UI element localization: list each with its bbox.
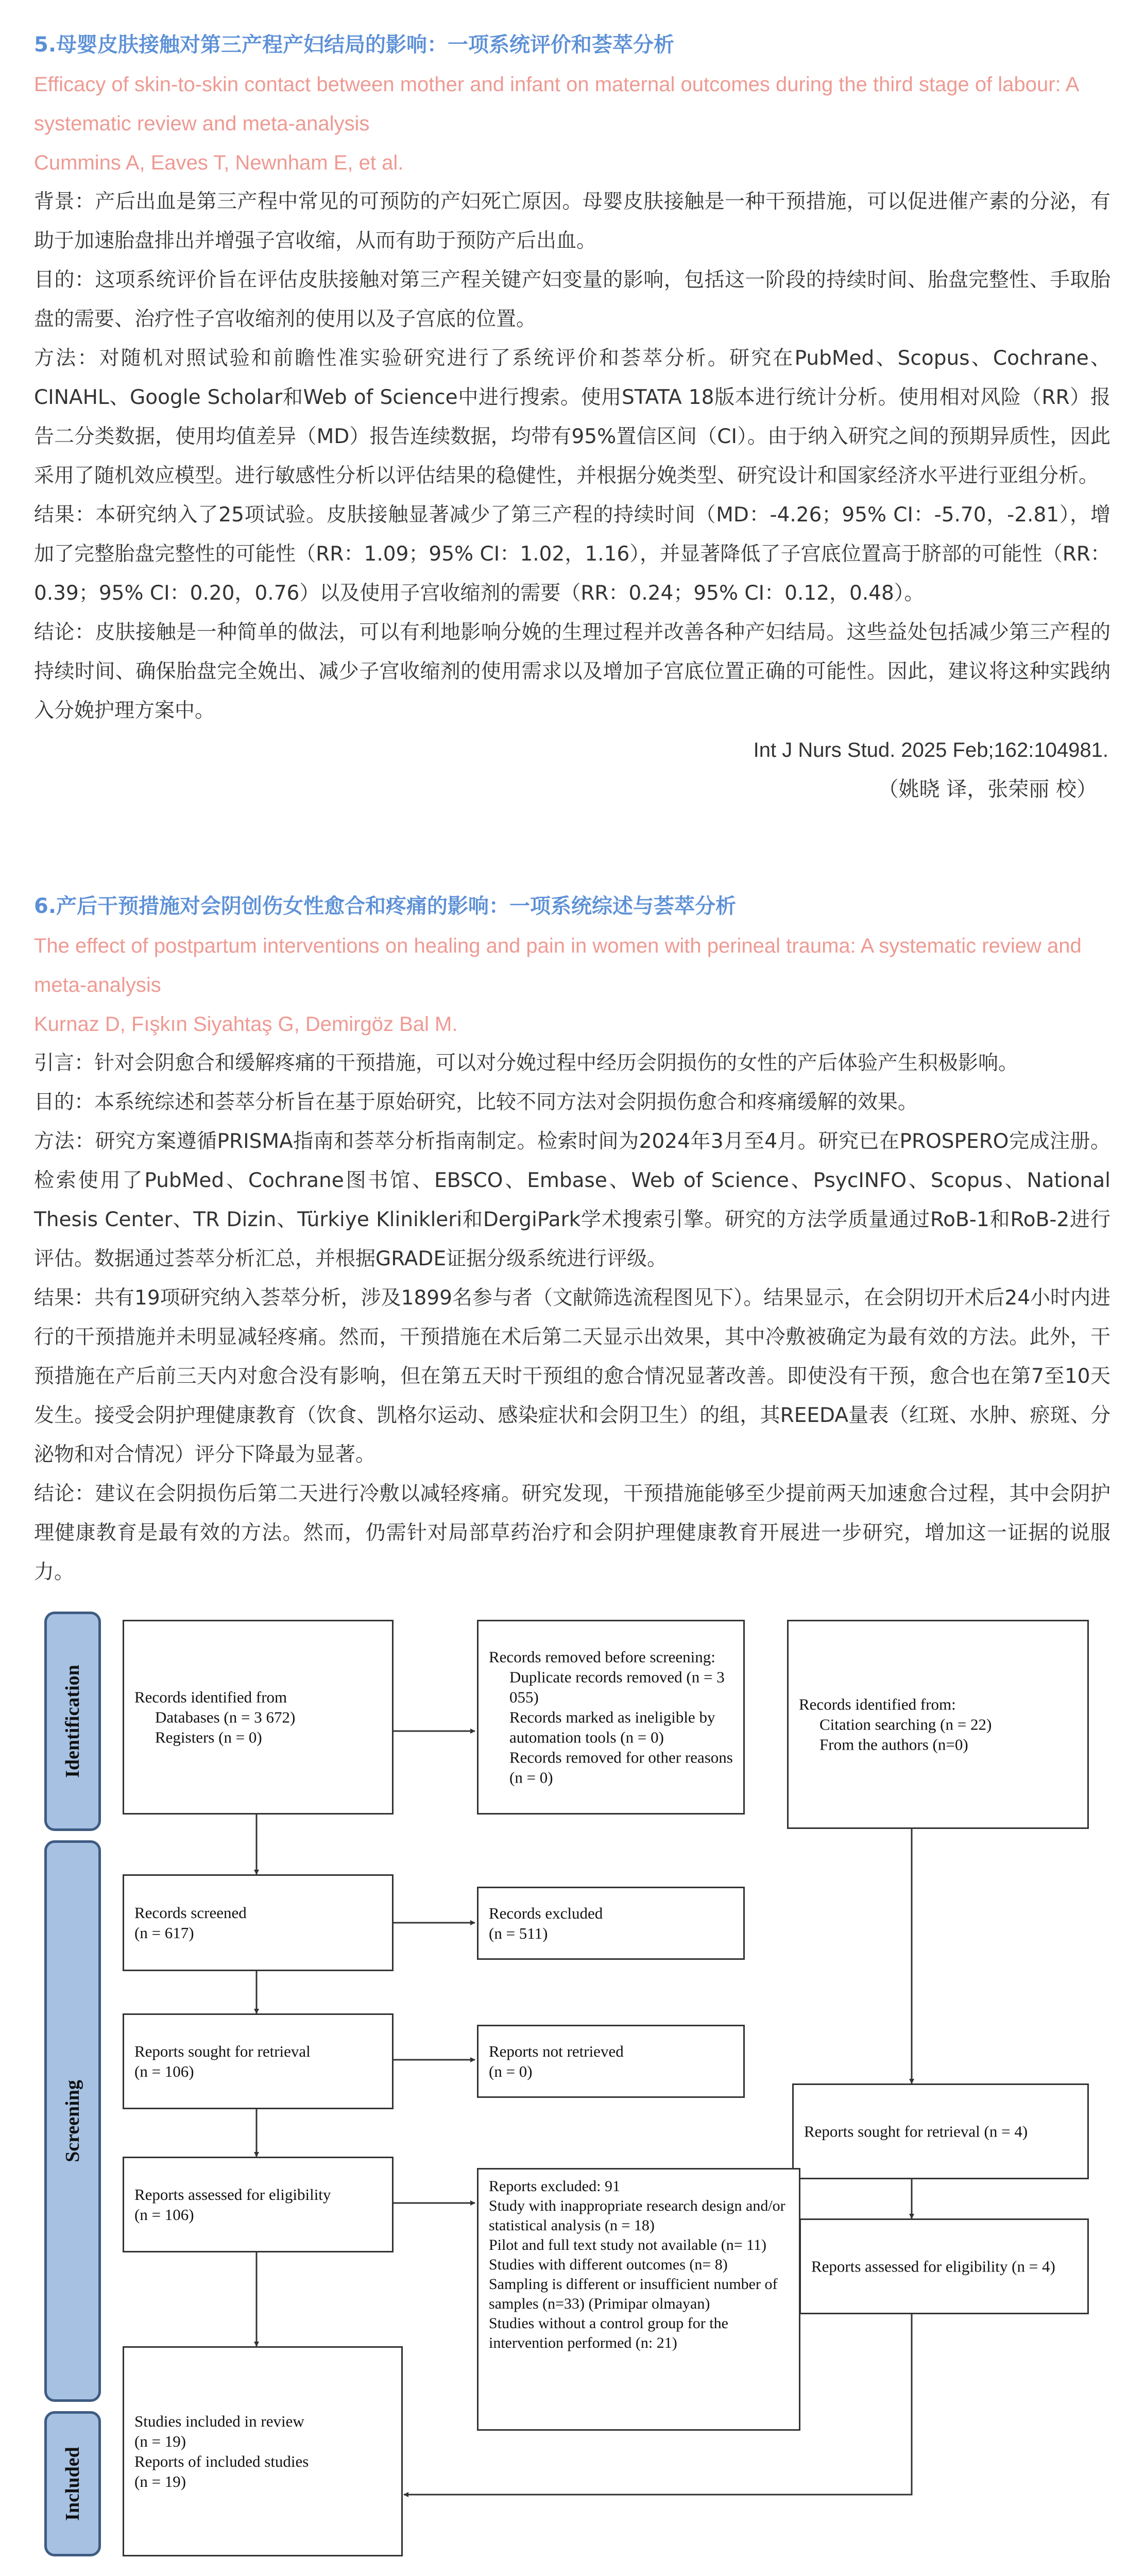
records-identified-databases: Databases (n = 3 672) <box>155 1708 296 1726</box>
reports-not-retrieved-label: Reports not retrieved <box>489 2042 624 2060</box>
prisma-flow-diagram <box>40 1612 1097 2576</box>
other-records-identified-box <box>787 1620 1089 1829</box>
methods-paragraph: 方法：研究方案遵循PRISMA指南和荟萃分析指南制定。检索时间为2024年3月至4月。研究已在PROSPERO完成注册。检索使用了PubMed、Cochrane图书馆、EBSCO、Embase、Web of Science、PsycINFO、Scopus、National Thesis Center、TR Dizin、Türkiye Klinikleri和DergiPark学术搜索引擎。研究的方法学质量通过RoB-1和RoB-2进行评估。数据通过荟萃分析汇总，并根据GRADE证据分级系统进行评级。 <box>34 1130 1110 1270</box>
objective-paragraph: 目的：本系统综述和荟萃分析旨在基于原始研究，比较不同方法对会阴损伤愈合和疼痛缓解的效果。 <box>34 1091 918 1114</box>
records-screened-box <box>123 1874 394 1971</box>
background-paragraph: 背景：产后出血是第三产程中常见的可预防的产妇死亡原因。母婴皮肤接触是一种干预措施，可以促进催产素的分泌，有助于加速胎盘排出并增强子宫收缩，从而有助于预防产后出血。 <box>34 190 1110 252</box>
reports-sought-count: (n = 106) <box>134 2062 194 2080</box>
methods-paragraph: 方法：对随机对照试验和前瞻性准实验研究进行了系统评价和荟萃分析。研究在PubMed、Scopus、Cochrane、CINAHL、Google Scholar和Web of Science中进行搜索。使用STATA 18版本进行统计分析。使用相对风险（RR）报告二分类数据，使用均值差异（MD）报告连续数据，均带有95%置信区间（CI）。由于纳入研究之间的预期异质性，因此采用了随机效应模型。进行敏感性分析以评估结果的稳健性，并根据分娩类型、研究设计和国家经济水平进行亚组分析。 <box>34 347 1110 487</box>
reports-excluded-reason: Pilot and full text study not available (n= 11) <box>489 2236 767 2253</box>
reports-excluded-reason: Studies with different outcomes (n= 8) <box>489 2256 728 2273</box>
conclusion-paragraph: 结论：皮肤接触是一种简单的做法，可以有利地影响分娩的生理过程并改善各种产妇结局。这些益处包括减少第三产程的持续时间、确保胎盘完全娩出、减少子宫收缩剂的使用需求以及增加子宫底位置正确的可能性。因此，建议将这种实践纳入分娩护理方案中。 <box>34 621 1110 722</box>
reports-not-retrieved-box <box>477 2025 745 2098</box>
records-identified-title: Records identified from <box>134 1688 287 1706</box>
reports-sought-box <box>123 2013 394 2109</box>
other-reports-assessed-label: Reports assessed for eligibility (n = 4) <box>811 2257 1055 2276</box>
reports-excluded-reason: Study with inappropriate research design and/or statistical analysis (n = 18) <box>489 2197 785 2234</box>
article-title-cn: 6.产后干预措施对会阴创伤女性愈合和疼痛的影响：一项系统综述与荟萃分析 <box>34 894 737 918</box>
results-paragraph: 结果：共有19项研究纳入荟萃分析，涉及1899名参与者（文献筛选流程图见下）。结果显示，在会阴切开术后24小时内进行的干预措施并未明显减轻疼痛。然而，干预措施在术后第二天显示出效果，其中冷敷被确定为最有效的方法。此外，干预措施在产后前三天内对愈合没有影响，但在第五天时干预组的愈合情况显著改善。即使没有干预，愈合也在第7至10天发生。接受会阴护理健康教育（饮食、凯格尔运动、感染症状和会阴卫生）的组，其REEDA量表（红斑、水肿、瘀斑、分泌物和对合情况）评分下降最为显著。 <box>34 1286 1111 1466</box>
reports-not-retrieved-count: (n = 0) <box>489 2062 533 2080</box>
records-removed-title: Records removed before screening: <box>489 1648 715 1666</box>
phase-label-identification: Identification <box>62 1665 83 1778</box>
records-screened-count: (n = 617) <box>134 1924 194 1942</box>
reports-excluded-reason: Studies without a control group for the intervention performed (n: 21) <box>489 2315 728 2351</box>
other-reports-sought-box <box>792 2083 1089 2179</box>
article-title-en[interactable]: Efficacy of skin-to-skin contact between mother and infant on maternal outcomes during the third stage of labour: A systematic review and meta-analysis <box>34 73 1079 135</box>
reports-assessed-count: (n = 106) <box>134 2206 194 2224</box>
other-records-title: Records identified from: <box>799 1695 956 1714</box>
reports-assessed-box <box>123 2157 394 2252</box>
records-identified-box <box>123 1620 394 1815</box>
records-removed-duplicates: Duplicate records removed (n = 3 055) <box>509 1668 725 1706</box>
records-excluded-label: Records excluded <box>489 1904 603 1922</box>
reports-included-label: Reports of included studies <box>134 2452 309 2470</box>
article-authors: Kurnaz D, Fışkın Siyahtaş G, Demirgöz Bal M. <box>34 1013 458 1036</box>
article-5 <box>34 25 1110 809</box>
studies-included-box <box>123 2346 403 2556</box>
reports-excluded-total: Reports excluded: 91 <box>489 2178 620 2195</box>
other-records-citation: Citation searching (n = 22) <box>819 1715 992 1734</box>
phase-identification <box>44 1612 101 1831</box>
studies-included-count: (n = 19) <box>134 2432 186 2450</box>
article-title-en[interactable]: The effect of postpartum interventions on healing and pain in women with perineal trauma: A systematic review and meta-analysis <box>34 935 1082 996</box>
article-authors: Cummins A, Eaves T, Newnham E, et al. <box>34 151 404 174</box>
reports-assessed-label: Reports assessed for eligibility <box>134 2185 331 2204</box>
conclusion-paragraph: 结论：建议在会阴损伤后第二天进行冷敷以减轻疼痛。研究发现，干预措施能够至少提前两天加速愈合过程，其中会阴护理健康教育是最有效的方法。然而，仍需针对局部草药治疗和会阴护理健康教育开展进一步研究，增加这一证据的说服力。 <box>34 1482 1110 1584</box>
phase-label-included: Included <box>62 2447 83 2521</box>
records-removed-box <box>477 1620 745 1815</box>
records-screened-label: Records screened <box>134 1904 247 1922</box>
reports-sought-label: Reports sought for retrieval <box>134 2042 311 2060</box>
intro-paragraph: 引言：针对会阴愈合和缓解疼痛的干预措施，可以对分娩过程中经历会阴损伤的女性的产后体验产生积极影响。 <box>34 1052 1019 1075</box>
records-excluded-box <box>477 1887 745 1960</box>
records-identified-registers: Registers (n = 0) <box>155 1728 262 1747</box>
other-reports-assessed-box <box>799 2218 1089 2314</box>
page-content <box>34 25 1110 2576</box>
records-excluded-count: (n = 511) <box>489 1924 548 1942</box>
article-6 <box>34 886 1110 2576</box>
section-spacer <box>34 809 1110 886</box>
studies-included-label: Studies included in review <box>134 2412 304 2430</box>
reports-excluded-reason: Sampling is different or insufficient number of samples (n=33) (Primipar olmayan) <box>489 2276 778 2312</box>
results-paragraph: 结果：本研究纳入了25项试验。皮肤接触显著减少了第三产程的持续时间（MD：-4.26；95% CI：-5.70，-2.81），增加了完整胎盘完整性的可能性（RR：1.09；95% CI：1.02，1.16），并显著降低了子宫底位置高于脐部的可能性（RR：0.39；95% CI：0.20，0.76）以及使用子宫收缩剂的需要（RR：0.24；95% CI：0.12，0.48）。 <box>34 503 1110 605</box>
phase-screening <box>44 1840 101 2402</box>
objective-paragraph: 目的：这项系统评价旨在评估皮肤接触对第三产程关键产妇变量的影响，包括这一阶段的持续时间、胎盘完整性、手取胎盘的需要、治疗性子宫收缩剂的使用以及子宫底的位置。 <box>34 268 1110 331</box>
article-title-cn: 5.母婴皮肤接触对第三产程产妇结局的影响：一项系统评价和荟萃分析 <box>34 33 675 57</box>
other-records-authors: From the authors (n=0) <box>819 1735 968 1754</box>
other-reports-sought-label: Reports sought for retrieval (n = 4) <box>804 2122 1028 2141</box>
translator-credit: （姚晓 译，张荣丽 校） <box>878 777 1097 801</box>
records-removed-ineligible: Records marked as ineligible by automation tools (n = 0) <box>509 1708 715 1747</box>
journal-citation: Int J Nurs Stud. 2025 Feb;162:104981. <box>753 739 1108 761</box>
records-removed-other: Records removed for other reasons (n = 0) <box>509 1748 733 1787</box>
phase-included <box>44 2411 101 2556</box>
reports-excluded-box <box>477 2168 800 2431</box>
phase-label-screening: Screening <box>62 2080 83 2162</box>
reports-included-count: (n = 19) <box>134 2472 186 2490</box>
